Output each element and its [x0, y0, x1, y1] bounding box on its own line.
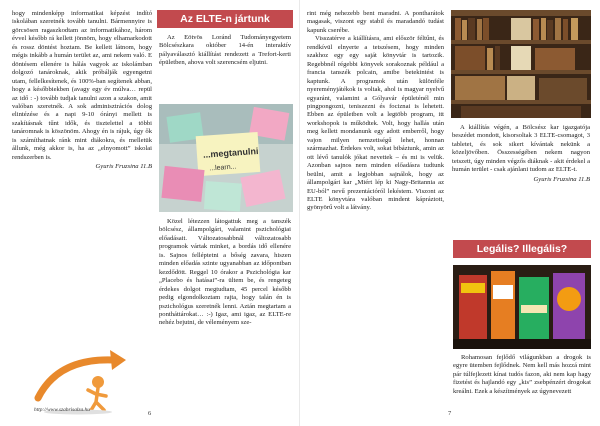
drugs-paragraph: Rohamosan fejlődő világunkban a drogok is egyre ütemben fejlődnek. Nem kell más hozzá mint pár túlfejlezett kínai tudós fazon, aki nem kap hagy fizetést és hajlandó egy „kis” zsebpénzért drogokat kreálni. Ezek a készítmények az úgynevezett — [453, 354, 591, 395]
sticky-note-text-1: ...megtanulni — [202, 145, 259, 160]
drugs-photo — [453, 265, 591, 349]
elte-intro-paragraph: Az Eötvös Loránd Tudományegyetem Bölcsészkara október 14-én interaktív pályaválasztó kiállítást rendezett a Trefort-kerti épületben, ahova volt szerencsém eljutni. — [159, 34, 291, 67]
left-column-1 — [12, 10, 152, 171]
article-signature: Gyuris Fruzsina 11.B — [95, 163, 152, 171]
library-photo — [451, 10, 591, 118]
mascot-illustration — [18, 338, 138, 416]
left-column-2-body — [159, 218, 291, 328]
right-column-4-caption — [452, 124, 590, 184]
page-number-left: 6 — [148, 410, 152, 417]
legal-article-header: Legális? Illegális? — [453, 240, 591, 258]
library-caption-paragraph: A kiállítás végén, a Bölcsész kar igazgatója beszédet mondott, kisorsoltak 3 ELTE-csomagot, 3 tabletet, és sok sikert kívántak nekünk a közeljövőben. Összességében nekem nagyon tetszett, úgy minden végzős diáknak - akit érdekel a humán terület - csak ajánlani tudom az ELTE-t. — [452, 124, 590, 174]
elte-article-header: Az ELTE-n jártunk — [157, 10, 293, 28]
page-gutter — [299, 0, 300, 426]
sticky-notes-photo — [159, 104, 293, 212]
column-3-paragraph-2: Visszatérve a kiállításra, ami először féltűnt, és rendkívül elnyerte a tetszésem, hogy minden szakhoz egy egy saját könyvtár is tartozik. Regebbnél régebbi könyvek sorakoznak például a francia tanszék polcain, amibe betekintést is kaptunk. A programok után különféle nyereményjátékok is voltak, ahol is magyar nyelvű egyaránt, valamint a Gólyavár épületénél min pingpongozni, teniszezni és fociznai is lehetett. Ebben az épületben volt a legtöbb program, itt workshopok is működtek. Volt, hogy hallás után meg kellett mondanunk egy adott emberről, hogy vajon milyen nemzetiségű lehet, honnan származhat. Érdekes volt, sokat bibáztunk, amin az ott lévő tanulók jókat nevettek – és mi is velük. Azonban sajnos nem minden előadásra tudtunk beülni, amit a legjobban sajnálok, hogy az állampolgári kar „Miért lép ki Nagy-Britannia az EU-ból” nevű prezentációról lekéstem. Viszont az ELTE könyvtára valóban mindent kápráztott, gyönyörű volt a látvány. — [307, 35, 444, 212]
elte-body-paragraph: Közel létezzen látogattuk meg a tanszék bölcsész, állampolgári, valamint pszichológiai előadásait. Változatosabbnál változatosabb programok vártak minket, a bordás idő ellenére is. Sajnos felléptetni a bőség zavara, hiszen minden előadás szinte ugyanabban az időpontban kezdődött. Reggel 10 órakor a Pszichológia kar „Placebo és hatásai”-ra ültem be, és rengeteg érdekes dolgot megtudtam, 45 percel később pedig elgondolkoztam rajta, hogy talán én is pszichológus szeretnék lenni. Aztán megtartam a pontháttárokat… :-) Igaz, ami igaz, az ELTE-re nehéz bejutni, de véleményem sze- — [159, 218, 291, 327]
right-column-3 — [307, 10, 444, 213]
website-credit: http://www.szabrisalza.hu — [34, 407, 90, 413]
page-number-right: 7 — [448, 410, 452, 417]
column-1-paragraph: hogy mindenképp informatikai képzést indító iskolában szeretnék tovább tanulni. Bármennyire is görcsösen ragaszkodtam az informatikához, három évvel később rá kellett jönnöm, hogy elhamarkodott és rossz döntést hoztam. Be kellett látnom, hogy mégis inkább a humán terület az, ami nekem való. E döntésem ellenére is hálás vagyok az iskolámban dolgozó tanároknak, akik próbálják egyengetni utam, fellelkesítenek, és 100%-ban segítenek abban, hogy a későbbiekben (avagy egy év múlva… repül az idő : -) tovább tudjak tanulni azon a szakon, amit valóban szeretnék. A sok adminisztrációs dolog elintézése és a napi 9-10 órányi mellett is szakításnak tűnt idők, és tisztelettel a többi tanáromnak is köszönöm. Ahogy én is rájuk, úgy ők is számíthatnak ránk mint diákokra, és melletük állunk, még akkor is, ha az „elnyomott” iskolai rendszerben is. — [12, 10, 152, 161]
right-column-4-body — [453, 354, 591, 396]
left-column-2-intro — [159, 34, 291, 68]
sticky-note-text-2: ...learn... — [209, 163, 237, 173]
column-3-paragraph-1: rint még nehezebb bent maradni. A pontharátok magasak, viszont egy stabil és maradandó tudást kapunk cserébe. — [307, 10, 444, 34]
article-signature-right: Gyuris Fruzsina 11.B — [533, 175, 590, 183]
